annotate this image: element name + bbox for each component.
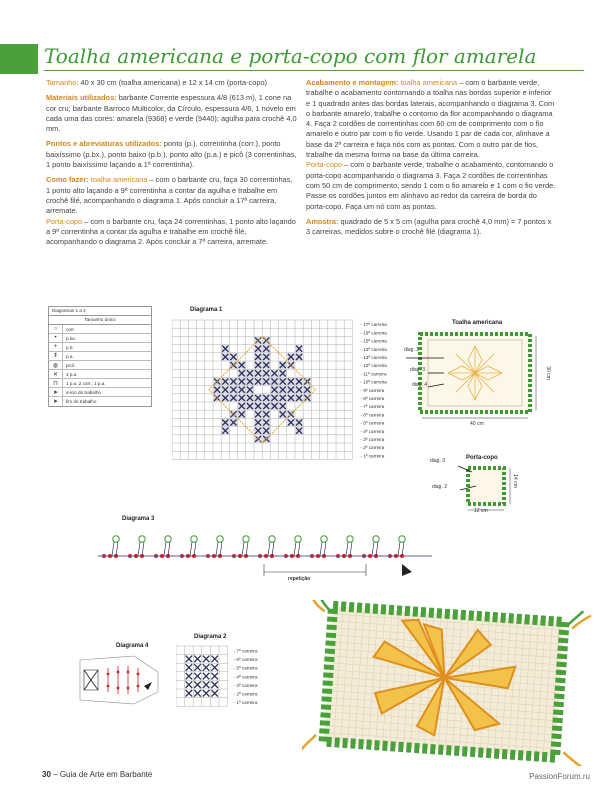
diagram2-row-label: - 6ª carreira [233,657,258,663]
legend-symbol: ✕ [49,370,63,378]
legend-symbol: ➤ [49,388,63,396]
legend-text: p.a. [66,353,74,359]
diagram1-row-label: - 4ª carreira [360,428,385,434]
finishing-paragraph: Acabamento e montagem: toalha americana – com o barbante verde, trabalhe o acabamento contornando a toalha nas bordas superior e inferior e 1 quadrado antes das bordas laterais, acompanhando o diagrama 3. Com o barbante amarelo, trabalhe o contorno da flor acompanhando o diagrama 4. Faça 2 cordões de correntinhas com 60 cm de comprimento com o fio amarelo e outro par com o fio verde. Usando 1 par de cada cor, alinhave a base da 2ª carreira e faça nós com as pontas. Com o outro par de fios, trabalhe da mesma forma na base da última carreira. [306,78,555,160]
toalha-schematic [398,326,558,430]
legend-row [49,343,151,352]
page-footer: 30 – Guia de Arte em Barbante [42,770,153,779]
portacopo-title: Porta-copo [466,455,498,461]
toalha-diag1-label: diag. 1 [404,347,420,353]
legend-symbol: ǂ [49,352,63,360]
right-column [306,78,556,242]
toalha-width-label: 40 cm [470,421,484,427]
legend-text: 4 p.a. [66,371,78,377]
legend-symbol: • [49,334,63,342]
legend-symbol: ➤ [49,397,63,406]
legend-symbol: ◍ [49,361,63,369]
diagram1-row-label: - 10ª carreira [360,379,387,385]
diagram2-grid [176,644,276,714]
legend-title: Diagramas 1 a 4 [49,307,151,316]
sample-paragraph: Amostra: quadrado de 5 x 5 cm (agulha para crochê 4,0 mm) = 7 pontos x 3 carreiras, medidos sobre o crochê filé (diagrama 1). [306,216,552,237]
legend-row [49,370,151,379]
legend-row [49,325,151,334]
legend-text: 1 p.a.,2 corr., 1 p.a. [66,380,106,386]
diagram2-row-label: - 7ª carreira [233,648,258,654]
diagram3-edging [96,526,436,586]
left-column [46,78,298,252]
diagram1-row-label: - 16ª carreira [360,330,387,336]
howto-paragraph: Como fazer: toalha americana – com o barbante cru, faça 30 correntinhas, 1 ponto alto laçando a 9ª correntinha a contar da agulha e trabalhe em crochê filé, acompanhando o diagrama 1. Após concluir a 17ª carreira, arremate. [46,175,293,216]
stitches-paragraph: Pontos e abreviaturas utilizados: ponto (p.), correntinha (corr.), ponto baixíssimo (p.bx.), ponto baixo (p.b.), ponto alto (p.a.) e picô (3 correntinhas, 1 ponto baixíssimo laçando a 1ª correntinha). [46,139,297,170]
portacopo-diag3-label: diag. 3 [430,458,446,464]
svg-text:+: + [310,554,315,561]
legend-row [49,352,151,361]
portacopo-height-label: 14 cm [511,474,518,488]
size-paragraph: Tamanho: 40 x 30 cm (toalha americana) e 12 x 14 cm (porta-copo) [46,78,268,87]
svg-text:+: + [180,554,185,561]
diagram1-row-label: - 11ª carreira [360,371,387,377]
diagram1-grid [172,316,408,488]
svg-text:+: + [128,554,133,561]
diagram1-title: Diagrama 1 [190,307,223,313]
svg-text:+: + [232,554,237,561]
legend-text: fim do trabalho [66,399,97,404]
diagram1-row-label: - 3ª carreira [360,436,385,442]
diagram2-row-label: - 1ª carreira [233,700,258,706]
materials-paragraph: Materiais utilizados: barbante Corrente espessura 4/8 (613 m), 1 cone na cor cru; barbante Barroco Multicolor, da Círculo, espessura 4/6, 1 novelo em cada uma das cores: amarela (9368) e verde (9440); agulha para crochê 4,0 mm. [46,93,297,134]
legend-text: corr. [66,326,75,332]
diagram1-row-label: - 6ª carreira [360,412,385,418]
svg-text:+: + [388,554,393,561]
diagram1-row-label: - 14ª carreira [360,346,387,352]
diagram3-repeat-label: repetição [288,576,311,582]
placemat-photo [302,600,592,766]
coaster-finishing-paragraph: Porta-copo – com o barbante verde, trabalhe o acabamento, contornando o porta-copo acompanhando o diagrama 3. Faça 2 cordões de correntinhas com 50 cm de comprimento, sendo 1 com o fio amarelo e 1 com o fio verde. Passe os cordões juntos em alinhavo ao redor da carreira de borda do porta-copo. Faça um nó com as pontas. [306,160,556,211]
toalha-height-label: 30 cm [544,366,551,380]
legend-symbol: ⊓ [49,379,63,387]
portacopo-schematic [428,462,518,518]
portacopo-width-label: 12 cm [474,508,488,514]
legend-text: p.b. [66,344,74,350]
diagram1-row-label: - 9ª carreira [360,387,385,393]
diagram1-row-label: - 5ª carreira [360,420,385,426]
svg-text:+: + [336,554,341,561]
diagram2-title: Diagrama 2 [194,634,227,640]
header-rule [44,70,584,71]
diagram1-row-label: - 8ª carreira [360,395,385,401]
diagram1-row-label: - 12ª carreira [360,363,387,369]
svg-text:+: + [258,554,263,561]
diagram2-row-label: - 2ª carreira [233,691,258,697]
diagram1-row-label: - 1ª carreira [360,453,385,459]
svg-text:+: + [154,554,159,561]
toalha-diag3-label: diag. 3 [410,367,426,373]
legend-row [49,361,151,370]
svg-text:+: + [284,554,289,561]
diagram4-chart [74,650,164,710]
diagram1-row-label: - 2ª carreira [360,445,385,451]
diagram1-row-label: - 7ª carreira [360,404,385,410]
svg-text:+: + [362,554,367,561]
legend-symbol: ○ [49,325,63,333]
svg-text:+: + [206,554,211,561]
diagram1-row-label: - 15ª carreira [360,338,387,344]
diagram1-row-label: - 17ª carreira [360,322,387,328]
legend-symbol: + [49,343,63,351]
legend-text: picô [66,362,75,368]
header-accent-bar [0,44,38,74]
toalha-diag4-label: diag. 4 [412,382,428,388]
svg-text:+: + [102,554,107,561]
coaster-paragraph: Porta-copo – com o barbante cru, faça 24 correntinhas, 1 ponto alto laçando a 9ª correntinha a contar da agulha e trabalhe em crochê filé, acompanhando o diagrama 2. Após concluir a 7ª carreira, arremate. [46,216,296,247]
toalha-title: Toalha americana [452,320,503,326]
diagram2-row-label: - 3ª carreira [233,682,258,688]
legend-row [49,397,151,406]
legend-row [49,388,151,397]
diagram2-row-label: - 4ª carreira [233,674,258,680]
diagram1-row-label: - 13ª carreira [360,354,387,360]
legend-text: início do trabalho [66,389,101,395]
legend-subtitle: Tamanho único [49,316,151,325]
legend-row [49,334,151,343]
diagram2-row-label: - 5ª carreira [233,665,258,671]
page-title: Toalha americana e porta-copo com flor amarela [44,44,537,68]
diagram4-title: Diagrama 4 [116,643,149,649]
legend-text: p.bx. [66,335,76,341]
legend-row [49,379,151,388]
legend-table [48,306,152,407]
watermark: PassionForum.ru [529,772,590,781]
diagram3-title: Diagrama 3 [122,516,155,522]
portacopo-diag2-label: diag. 2 [432,484,448,490]
